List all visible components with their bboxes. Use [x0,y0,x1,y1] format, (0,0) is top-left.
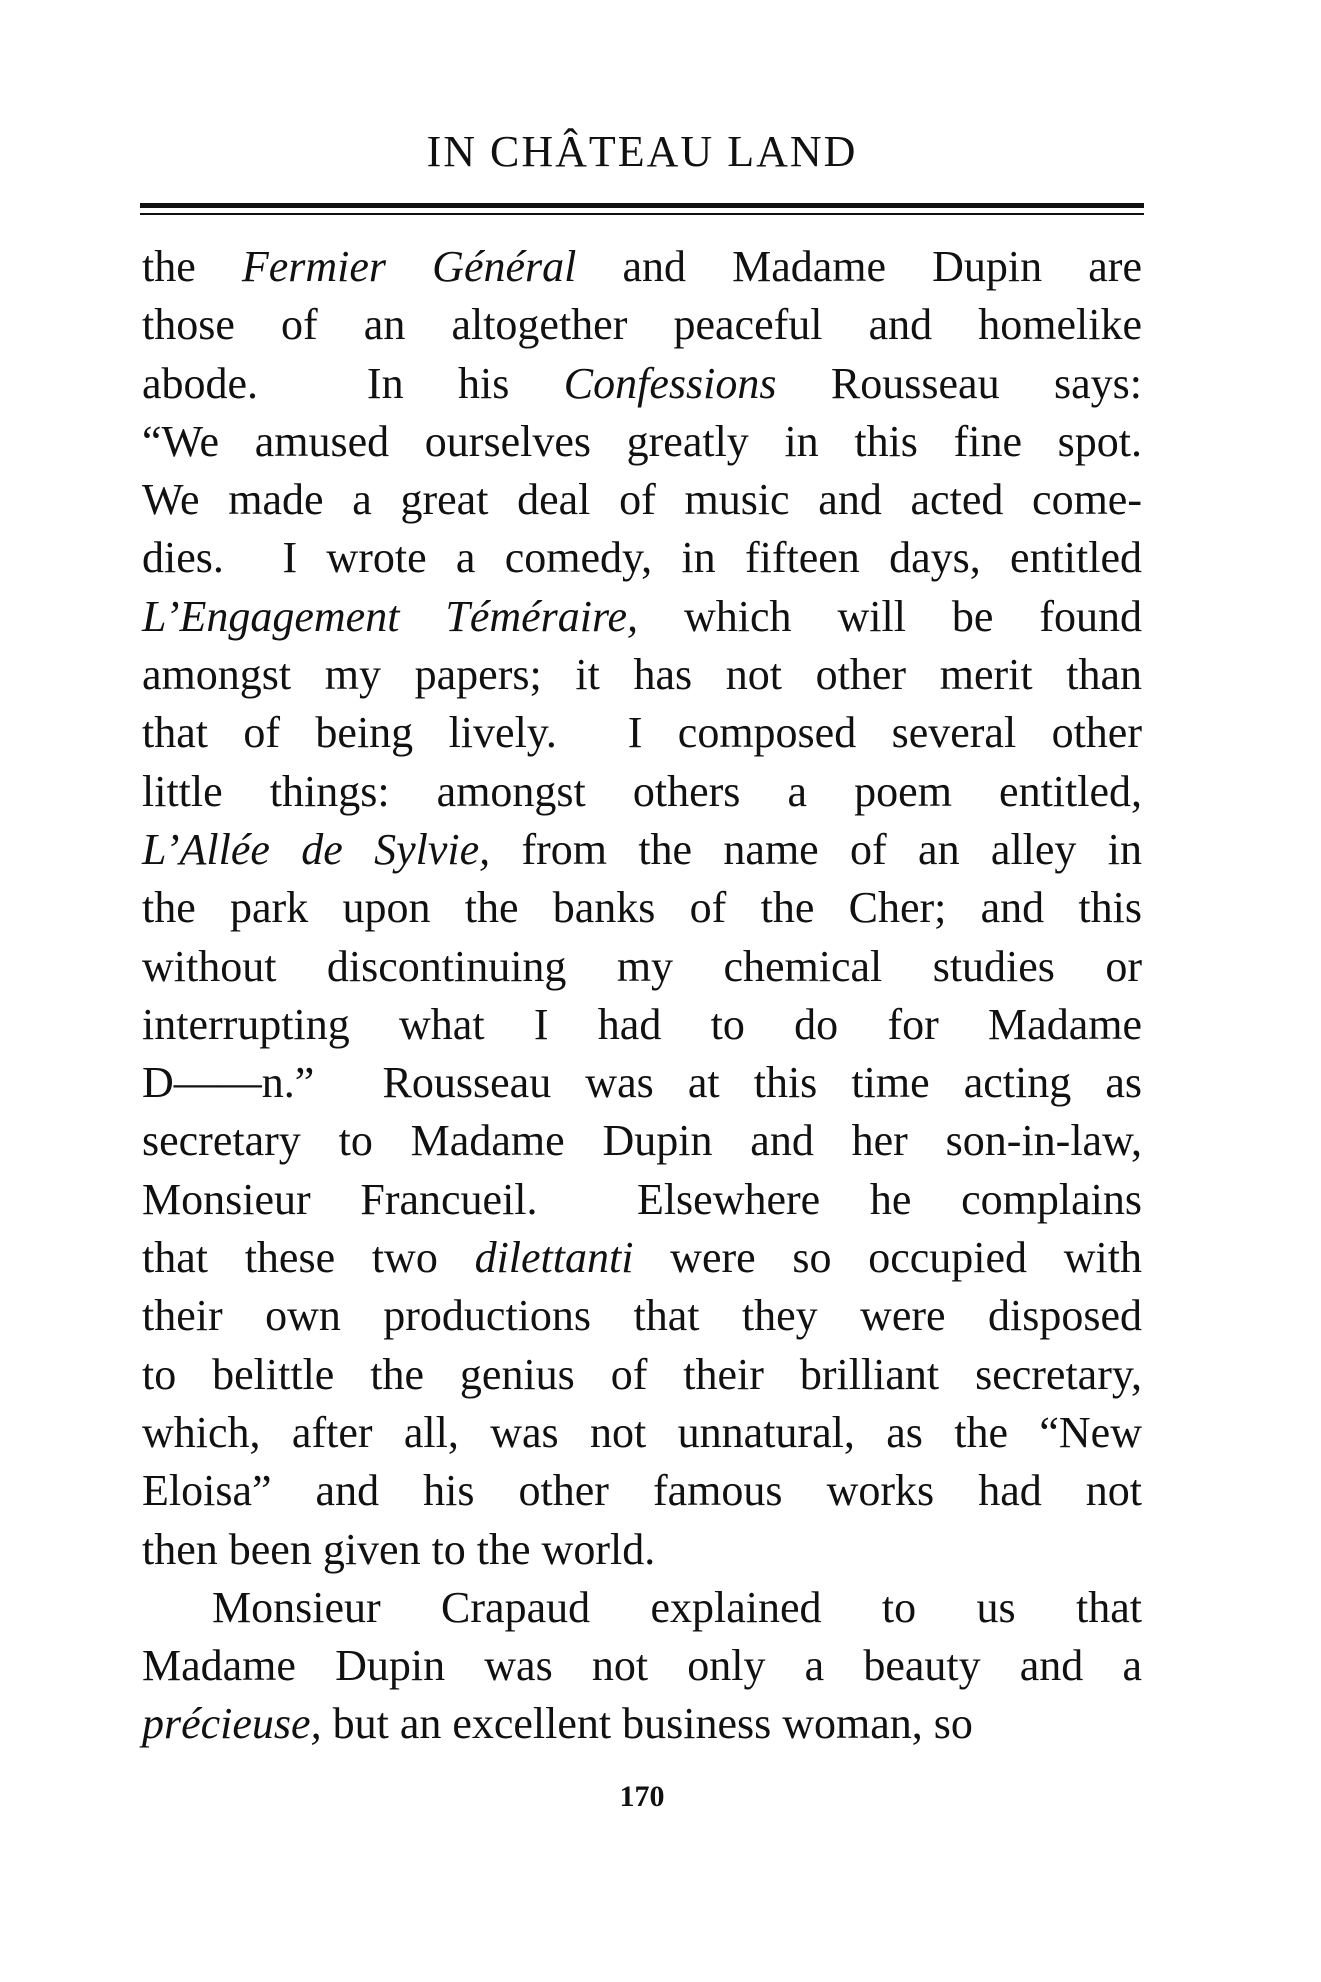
text-segment: Monsieur Crapaud explained to us that [212,1582,1142,1632]
italic-text: Fermier Général [241,242,577,291]
text-segment: and Madame Dupin are [576,242,1142,291]
header-rule-thin [140,213,1144,215]
text-line [142,1112,1142,1170]
text-line [142,646,1142,704]
text-segment: Monsieur Francueil. Elsewhere he complains [142,1174,1142,1224]
text-line [142,1695,1142,1753]
text-segment: little things: amongst others a poem entitled, [142,766,1142,816]
text-line [142,938,1142,996]
text-line [142,1346,1142,1404]
italic-text: précieuse, [142,1699,322,1749]
text-segment: without discontinuing my chemical studies or [142,941,1142,991]
text-segment: from the name of an alley in [490,824,1142,874]
text-segment: amongst my papers; it has not other merit than [142,650,1142,700]
text-line [142,413,1142,471]
text-segment: their own productions that they were disposed [142,1291,1142,1341]
text-segment: dies. I wrote a comedy, in fifteen days, entitled [142,533,1142,583]
text-line [142,996,1142,1054]
text-segment: which will be found [638,591,1142,641]
text-segment: secretary to Madame Dupin and her son-in-law, [142,1116,1142,1166]
text-segment: D——n.” Rousseau was at this time acting as [142,1058,1142,1108]
text-line [142,1054,1142,1112]
text-segment: were so occupied with [633,1233,1142,1283]
text-segment: that of being lively. I composed several other [142,708,1142,758]
text-line [142,1404,1142,1462]
italic-text: L’Engagement Téméraire, [142,591,639,641]
text-line [142,1579,1142,1637]
text-segment: then been given to the world. [142,1524,656,1574]
text-segment: that these two [142,1233,475,1283]
text-line [142,821,1142,879]
text-line [142,1521,1142,1579]
text-line [142,704,1142,762]
text-segment: but an excellent business woman, so [321,1699,973,1749]
text-segment: Eloisa” and his other famous works had not [142,1466,1142,1516]
italic-text: dilettanti [474,1233,634,1283]
text-segment: Madame Dupin was not only a beauty and a [142,1641,1142,1691]
running-head: IN CHÂTEAU LAND [426,127,858,176]
text-line [142,879,1142,937]
text-segment: Rousseau says: [776,358,1142,408]
text-line [142,588,1142,646]
text-line [142,763,1142,821]
body-text [142,238,1142,1754]
text-line [142,471,1142,529]
text-segment: to belittle the genius of their brilliant secretary, [142,1349,1142,1399]
italic-text: Confessions [563,358,777,408]
italic-text: L’Allée de Sylvie, [142,824,491,874]
text-segment: which, after all, was not unnatural, as the “New [142,1407,1142,1457]
text-line [142,1229,1142,1287]
text-segment: “We amused ourselves greatly in this fine spot. [142,416,1142,466]
header-rule-thick [140,203,1144,208]
text-line [142,1287,1142,1345]
text-line [142,355,1142,413]
text-segment: the [142,242,242,291]
text-segment: interrupting what I had to do for Madame [142,999,1142,1049]
page-number: 170 [619,1780,665,1813]
text-line [142,529,1142,587]
text-line [142,1637,1142,1695]
text-segment: abode. In his [142,358,564,408]
text-segment: the park upon the banks of the Cher; and this [142,883,1142,933]
text-line [142,238,1142,296]
text-line [142,1462,1142,1520]
text-line [142,296,1142,354]
text-line [142,1171,1142,1229]
text-segment: We made a great deal of music and acted come- [142,475,1142,525]
text-segment: those of an altogether peaceful and homelike [142,300,1142,350]
